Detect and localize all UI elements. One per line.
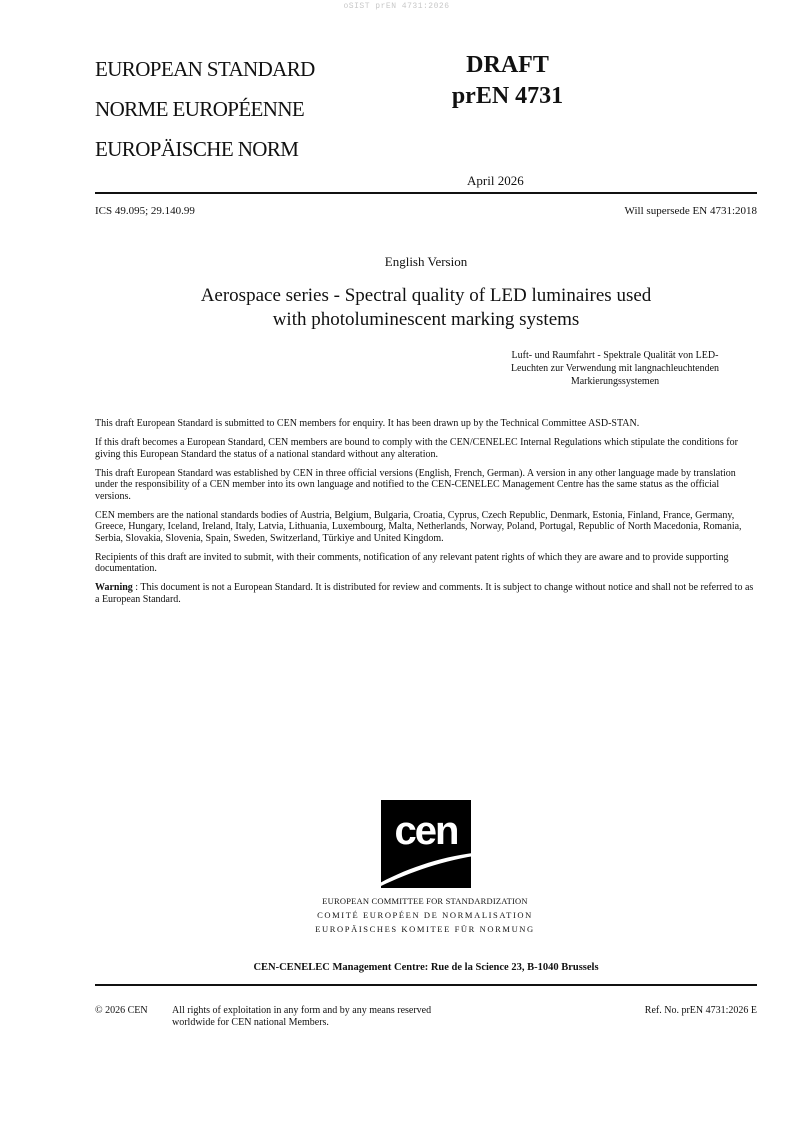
german-title-line-1: Luft- und Raumfahrt - Spektrale Qualität von LED- [511, 350, 719, 361]
rights-line-1: All rights of exploitation in any form and by any means reserved [172, 1005, 432, 1016]
watermark: oSIST prEN 4731:2026 [343, 2, 450, 11]
copyright: © 2026 CEN [95, 1005, 148, 1016]
german-title [475, 349, 755, 388]
org-name-en: EUROPEAN COMMITTEE FOR STANDARDIZATION [322, 896, 528, 906]
reference-number: Ref. No. prEN 4731:2026 E [644, 1005, 757, 1016]
logo-text: cen [394, 809, 458, 853]
intro-text [95, 418, 757, 613]
warning-text: : This document is not a European Standard. It is distributed for review and comments. It is subject to change without notice and shall not be referred to as a European Standard. [95, 582, 754, 605]
version-label: English Version [384, 254, 468, 269]
german-title-line-2: Leuchten zur Verwendung mit langnachleuchtenden [510, 363, 720, 374]
warning-label: Warning [95, 582, 133, 593]
org-name-fr: COMITÉ EUROPÉEN DE NORMALISATION [317, 910, 533, 920]
draft-label: DRAFT [466, 52, 549, 78]
rights-line-2: worldwide for CEN national Members. [172, 1017, 329, 1028]
org-name-de: EUROPÄISCHES KOMITEE FÜR NORMUNG [315, 924, 535, 934]
title-line-2: with photoluminescent marking systems [272, 309, 580, 330]
supersedes-note: Will supersede EN 4731:2018 [624, 205, 757, 217]
document-title [95, 284, 757, 332]
warning-paragraph [95, 582, 757, 605]
paragraph-enquiry: This draft European Standard is submitted to CEN members for enquiry. It has been drawn up by the Technical Committee ASD-STAN. [95, 418, 640, 429]
publication-date: April 2026 [467, 173, 524, 188]
standard-name-fr: NORME EUROPÉENNE [95, 97, 305, 121]
document-number: prEN 4731 [451, 83, 564, 109]
paragraph-versions: This draft European Standard was established by CEN in three official versions (English, French, German). A version in any other language made by translation under the responsibility of a CEN member into its own language and notified to the CEN-CENELEC Management Centre has the same status as the official versions. [95, 467, 736, 502]
title-line-1: Aerospace series - Spectral quality of LED luminaires used [200, 285, 652, 306]
standard-name-en: EUROPEAN STANDARD [95, 57, 315, 81]
rights-statement [172, 1005, 431, 1029]
paragraph-members: CEN members are the national standards bodies of Austria, Belgium, Bulgaria, Croatia, Cyprus, Czech Republic, Denmark, Estonia, Finland, France, Germany, Greece, Hungary, Iceland, Ireland, Italy, Latvia, Lithuania, Luxembourg, Malta, Netherlands, Norway, Poland, Portugal, Republic of North Macedonia, Romania, Serbia, Slovakia, Slovenia, Spain, Sweden, Switzerland, Türkiye and United Kingdom. [95, 509, 742, 544]
ics-codes: ICS 49.095; 29.140.99 [95, 205, 195, 217]
management-centre-address: CEN-CENELEC Management Centre: Rue de la Science 23, B-1040 Brussels [253, 962, 599, 973]
header-divider [95, 192, 757, 194]
footer-divider [95, 984, 757, 986]
standard-name-de: EUROPÄISCHE NORM [95, 137, 299, 161]
cen-logo [371, 800, 481, 888]
german-title-line-3: Markierungssystemen [570, 376, 660, 387]
paragraph-obligations: If this draft becomes a European Standard, CEN members are bound to comply with the CEN/CENELEC Internal Regulations which stipulate the conditions for giving this European Standard the status of a national standard without any alteration. [95, 437, 738, 460]
paragraph-patents: Recipients of this draft are invited to submit, with their comments, notification of any relevant patent rights of which they are aware and to provide supporting documentation. [95, 551, 729, 574]
